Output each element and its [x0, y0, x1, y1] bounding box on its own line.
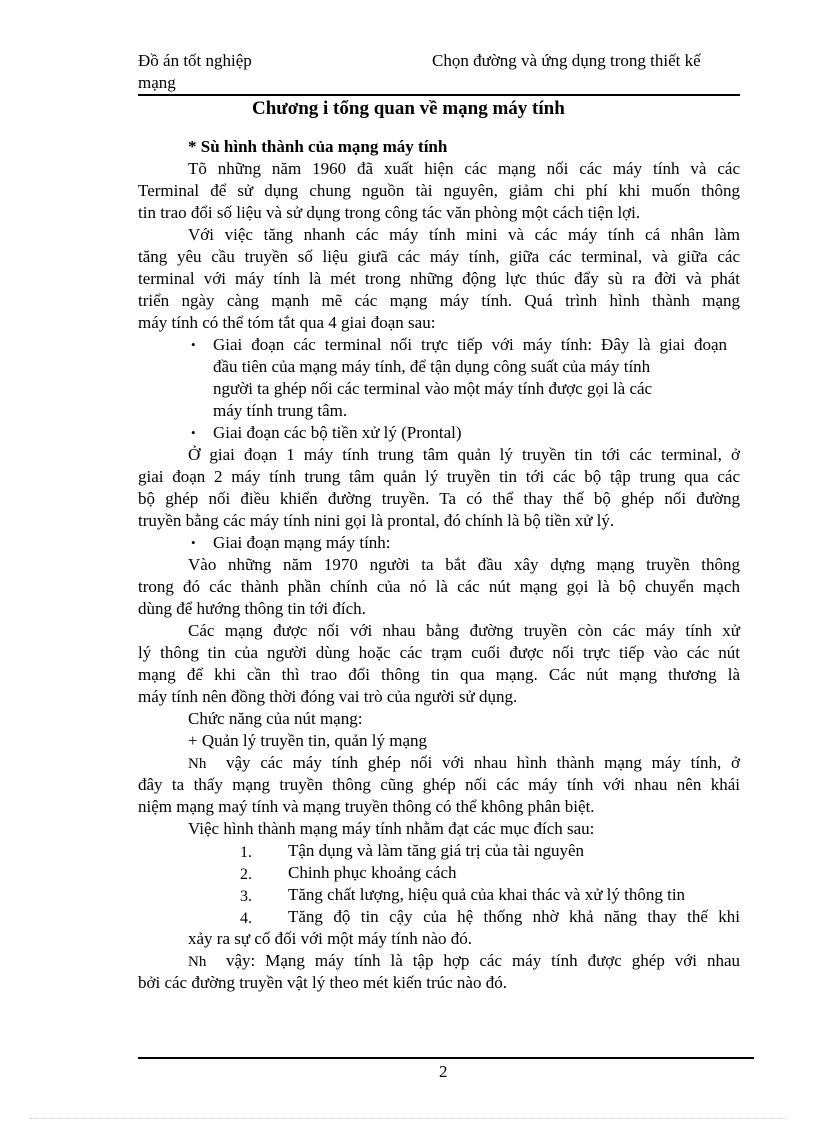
- text-line: Việc hình thành mạng máy tính nhằm đạt các mục đích sau:: [188, 819, 595, 838]
- text-line: mạng để khi cần thì trao đổi thông tin qua mạng. Các nút mạng thương là: [138, 665, 740, 684]
- bullet-icon: •: [191, 535, 196, 550]
- text-line: Terminal để sử dụng chung nguồn tài nguyên, giảm chi phí khi muốn thông: [138, 181, 740, 200]
- text-line: vậy các máy tính ghép nối với nhau hình thành mạng máy tính, ở: [226, 753, 740, 772]
- text-line: Giai đoạn các terminal nối trực tiếp với máy tính: Đây là giai đoạn: [213, 335, 727, 354]
- text-line: dùng để hướng thông tin tới đích.: [138, 599, 366, 618]
- footer-rule: [138, 1057, 754, 1059]
- text-line: Tõ những năm 1960 đã xuất hiện các mạng nối các máy tính và các: [188, 159, 740, 178]
- text-line: Ở giai đoạn 1 máy tính trung tâm quản lý truyền tin tới các terminal, ở: [188, 445, 740, 464]
- text-line: máy tính có thể tóm tắt qua 4 giai đoạn sau:: [138, 313, 436, 332]
- nh-prefix: Nh: [188, 954, 207, 970]
- text-line: terminal với máy tính là mét trong những động lực thúc đẩy sù ra đời và phát: [138, 269, 740, 288]
- text-line: người ta ghép nối các terminal vào một máy tính được gọi là các: [213, 379, 653, 398]
- text-line: trong đó các thành phần chính của nó là các nút mạng gọi là bộ chuyển mạch: [138, 577, 740, 596]
- bullet-icon: •: [191, 337, 196, 352]
- header-right: Chọn đường và ứng dụng trong thiết kế: [432, 51, 701, 70]
- text-line: Giai đoạn các bộ tiền xử lý (Prontal): [213, 423, 462, 442]
- text-line: Tăng độ tin cậy của hệ thống nhờ khả năng thay thế khi: [288, 907, 740, 926]
- text-line: bộ ghép nối điều khiển đường truyền. Ta có thể thay thế bộ ghép nối đường: [138, 489, 740, 508]
- text-line: Tăng chất lượng, hiệu quả của khai thác và xử lý thông tin: [288, 885, 686, 904]
- text-line: Các mạng được nối với nhau bằng đường truyền còn các máy tính xử: [188, 621, 740, 640]
- text-line: vậy: Mạng máy tính là tập hợp các máy tính được ghép với nhau: [226, 951, 740, 970]
- header-left-line1: Đồ án tốt nghiệp: [138, 51, 252, 70]
- text-line: Chức năng của nút mạng:: [188, 709, 363, 728]
- header-rule: [138, 94, 740, 96]
- text-line: lý thông tin của người dùng hoặc các trạm cuối được nối trực tiếp vào các nút: [138, 643, 740, 662]
- text-line: máy tính trung tâm.: [213, 401, 348, 420]
- text-line: đầu tiên của mạng máy tính, để tận dụng công suất của máy tính: [213, 357, 651, 376]
- section-heading: * Sù hình thành của mạng máy tính: [188, 137, 448, 156]
- list-number: 3.: [240, 888, 252, 905]
- text-line: triển ngày càng mạnh mẽ các mạng máy tính. Quá trình hình thành mạng: [138, 291, 740, 310]
- text-line: niệm mạng maý tính và mạng truyền thông có thể không phân biệt.: [138, 797, 595, 816]
- text-line: tăng yêu cầu truyền số liệu giưã các máy tính, giữa các terminal, và giữa các: [138, 247, 740, 266]
- text-line: máy tính nên đồng thời đóng vai trò của người sử dụng.: [138, 687, 518, 706]
- page-number: 2: [439, 1062, 448, 1081]
- text-line: giai đoạn 2 máy tính trung tâm quản lý truyền tin tới các bộ tập trung qua các: [138, 467, 740, 486]
- page-bottom-edge: [30, 1118, 786, 1119]
- text-line: truyền bằng các máy tính nini gọi là prontal, đó chính là bộ tiền xử lý.: [138, 511, 615, 530]
- text-line: Với việc tăng nhanh các máy tính mini và các máy tính cá nhân làm: [188, 225, 740, 244]
- list-number: 2.: [240, 866, 252, 883]
- text-line: Tận dụng và làm tăng giá trị của tài nguyên: [288, 841, 584, 860]
- text-line: bởi các đường truyền vật lý theo mét kiến trúc nào đó.: [138, 973, 507, 992]
- text-line: tin trao đổi số liệu và sử dụng trong công tác văn phòng một cách tiện lợi.: [138, 203, 641, 222]
- text-line: Vào những năm 1970 người ta bắt đầu xây dựng mạng truyền thông: [188, 555, 740, 574]
- text-line: Giai đoạn mạng máy tính:: [213, 533, 391, 552]
- text-line: + Quản lý truyền tin, quản lý mạng: [188, 731, 428, 750]
- chapter-title: Chương i tổng quan về mạng máy tính: [252, 98, 565, 119]
- list-number: 1.: [240, 844, 252, 861]
- nh-prefix: Nh: [188, 756, 207, 772]
- text-line: xảy ra sự cố đối với một máy tính nào đó.: [188, 929, 473, 948]
- header-left-line2: mạng: [138, 73, 176, 92]
- text-line: Chinh phục khoảng cách: [288, 863, 457, 882]
- bullet-icon: •: [191, 425, 196, 440]
- list-number: 4.: [240, 910, 252, 927]
- text-line: đây ta thấy mạng truyền thông cũng ghép nối các máy tính với nhau nên khái: [138, 775, 740, 794]
